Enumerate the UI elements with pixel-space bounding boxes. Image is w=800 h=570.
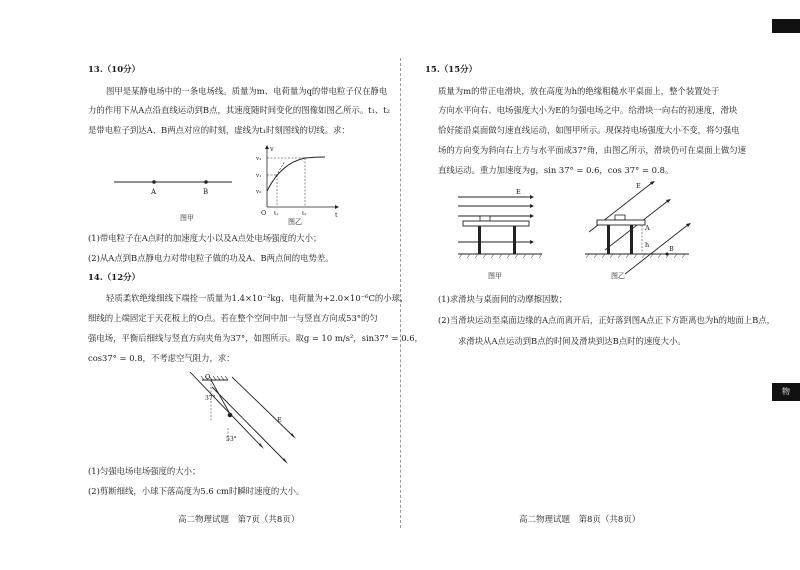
q15-figure-a [458, 188, 558, 282]
q14-part-2: (2)剪断细线，小球下落高度为5.6 cm时瞬时速度的大小。 [88, 486, 305, 496]
q15b-caption: 图乙 [611, 272, 625, 280]
q15-line-4: 场的方向变为斜向右上方与水平面成37°角，由图乙所示，滑块仍可在桌面上做匀速 [438, 145, 746, 155]
q15-header: 15.（15分） [425, 65, 478, 75]
q13-fig-b-caption: 图乙 [288, 218, 302, 226]
q13-v-axis-label: v [270, 145, 274, 153]
q13-t-tick-2: t₂ [302, 211, 307, 217]
q13-figure-b [255, 145, 345, 225]
q14-figure [190, 372, 300, 464]
q15-line-5: 直线运动。重力加速度为g，sin 37° = 0.6，cos 37° = 0.8。 [438, 165, 674, 175]
q13-point-a: A [151, 188, 157, 196]
q15a-caption: 图甲 [488, 272, 502, 280]
q15b-field-label: E [636, 182, 641, 190]
q15-figure-b [585, 178, 695, 282]
q13-line-2: 力的作用下从A点沿直线运动到B点，其速度随时间变化的图像如图乙所示。t₁、t₂ [88, 105, 391, 115]
q13-line-3: 是带电粒子到达A、B两点对应的时刻，虚线为t₁时刻图线的切线。求： [88, 125, 350, 135]
q15-part-2-cont: 求滑块从A点运动到B点的时间及滑块到达B点时的速度大小。 [458, 336, 686, 346]
q14-field-label: E [277, 416, 282, 424]
q15-part-2: (2)当滑块运动至桌面边缘的A点而离开后，正好落到图A点正下方距离也为h的地面上B点， [438, 315, 776, 325]
q13-v-tick-1: v₁ [256, 173, 262, 179]
q14-point-o: O [205, 373, 211, 381]
q13-line-1: 图甲是某静电场中的一条电场线。质量为m、电荷量为q的带电粒子仅在静电 [106, 86, 388, 96]
q14-line-4: cos37° = 0.8，不考虑空气阻力，求： [88, 353, 235, 363]
q15-line-3: 恰好能沿桌面做匀速直线运动，如图甲所示。现保持电场强度大小不变，将匀强电 [438, 125, 740, 135]
q15b-height-label: h [645, 241, 650, 249]
q15b-point-a: A [645, 224, 650, 232]
q13-t-axis-label: t [335, 211, 338, 219]
q14-header: 14.（12分） [88, 273, 141, 283]
corner-marker [772, 19, 800, 33]
q13-v-tick-2: v₂ [256, 156, 262, 162]
q13-fig-a-caption: 图甲 [180, 214, 194, 222]
q14-line-2: 细线的上端固定于天花板上的O点。若在整个空间中加一与竖直方向成53°的匀 [88, 313, 378, 323]
q13-v-tick-0: v₀ [256, 189, 262, 195]
right-page-footer: 高二物理试题 第8页（共8页） [519, 515, 641, 525]
q13-t-tick-1: t₁ [274, 211, 279, 217]
q13-origin-label: O [261, 209, 267, 217]
q13-point-b: B [203, 188, 209, 196]
q15-line-2: 方向水平向右、电场强度大小为E的匀强电场之中。给滑块一向右的初速度，滑块 [438, 105, 738, 115]
q15a-field-label: E [516, 188, 521, 196]
q14-angle-53: 53° [226, 436, 237, 443]
q15b-point-b: B [669, 245, 674, 253]
q14-part-1: (1)匀强电场电场强度的大小； [88, 466, 201, 476]
q13-figure-a [110, 170, 240, 230]
q13-part-2: (2)从A点到B点静电力对带电粒子做的功及A、B两点间的电势差。 [88, 253, 334, 263]
subject-tab: 物 [772, 383, 800, 401]
q14-line-1: 轻质柔软绝缘细线下端拴一质量为1.4×10⁻²kg、电荷量为+2.0×10⁻⁶C的小球， [106, 293, 409, 303]
left-page-footer: 高二物理试题 第7页（共8页） [178, 515, 300, 525]
q14-angle-37: 37° [205, 395, 216, 402]
q13-part-1: (1)带电粒子在A点时的加速度大小以及A点处电场强度的大小； [88, 233, 322, 243]
q15-line-1: 质量为m的带正电滑块，放在高度为h的绝缘粗糙水平桌面上，整个装置处于 [438, 86, 720, 96]
q13-header: 13.（10分） [88, 65, 141, 75]
q14-line-3: 强电场，平衡后细线与竖直方向夹角为37°，如图所示。取g = 10 m/s²，sin37° = 0.6， [88, 333, 423, 343]
q15-part-1: (1)求滑块与桌面间的动摩擦因数； [438, 294, 568, 304]
